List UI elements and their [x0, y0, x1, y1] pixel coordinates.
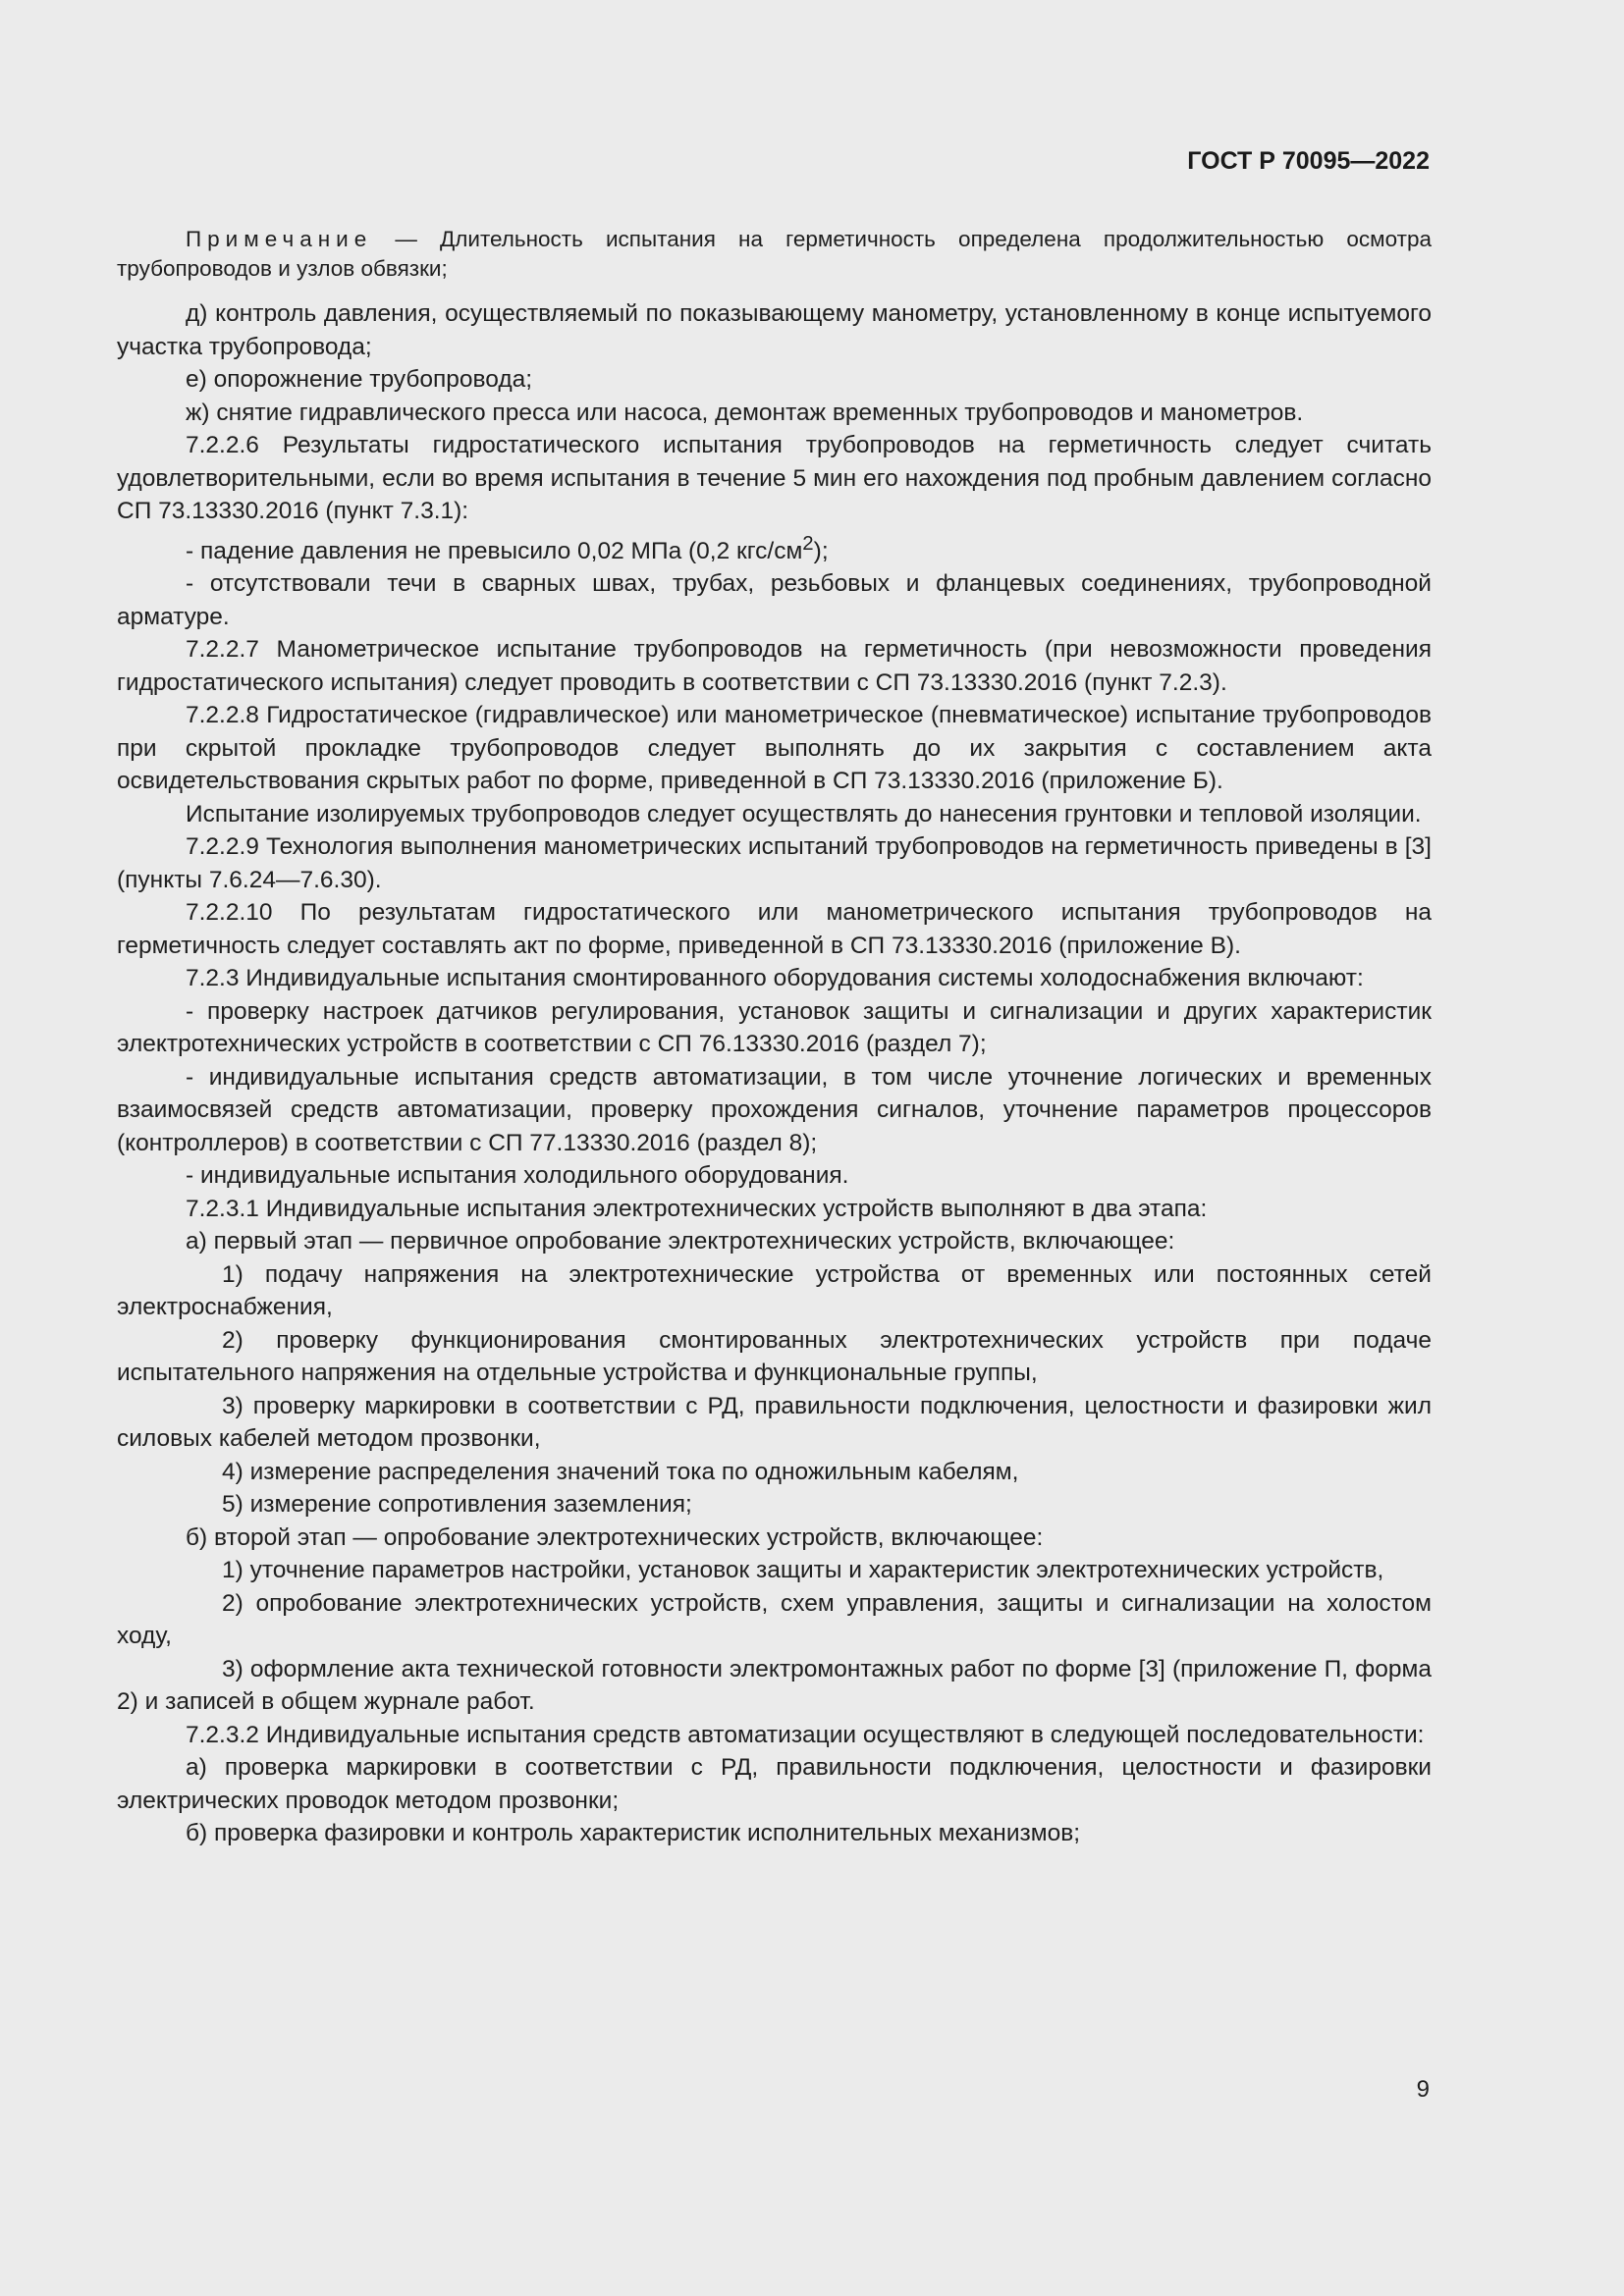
- bullet-automation-tests: - индивидуальные испытания средств автоматизации, в том числе уточнение логических и временных взаимосвязей средств автоматизации, проверку прохождения сигналов, уточнение параметров процессоров (контроллеров) в соответствии с СП 77.13330.2016 (раздел 8);: [117, 1063, 1432, 1156]
- stage-a-item-3: 3) проверку маркировки в соответствии с РД, правильности подключения, целостности и фазировки жил силовых кабелей методом прозвонки,: [117, 1392, 1432, 1453]
- stage-a-item-4: 4) измерение распределения значений тока по одножильным кабелям,: [222, 1458, 1019, 1485]
- clause-7-2-2-10: 7.2.2.10 По результатам гидростатического или манометрического испытания трубопроводов на герметичность следует составлять акт по форме, приведенной в СП 73.13330.2016 (приложение В).: [117, 899, 1432, 959]
- stage-b: б) второй этап — опробование электротехнических устройств, включающее:: [186, 1523, 1044, 1551]
- clause-7-2-2-7: 7.2.2.7 Манометрическое испытание трубопроводов на герметичность (при невозможности проведения гидростатического испытания) следует проводить в соответствии с СП 73.13330.2016 (пункт 7.2.3).: [117, 636, 1432, 696]
- page-number: 9: [1416, 2076, 1430, 2103]
- automation-item-b: б) проверка фазировки и контроль характеристик исполнительных механизмов;: [186, 1820, 1081, 1847]
- pressure-superscript: 2: [802, 532, 814, 555]
- bullet-refrigeration-tests: - индивидуальные испытания холодильного оборудования.: [186, 1162, 849, 1190]
- note-text: — Длительность испытания на герметичность определена продолжительностью осмотра трубопроводов и узлов обвязки;: [117, 227, 1432, 281]
- clause-7-2-3: 7.2.3 Индивидуальные испытания смонтированного оборудования системы холодоснабжения включают:: [186, 965, 1364, 992]
- stage-a-item-5: 5) измерение сопротивления заземления;: [222, 1491, 692, 1519]
- bullet-pressure-drop: [117, 528, 1432, 568]
- document-body: [117, 225, 1432, 1850]
- bullet-sensor-settings: - проверку настроек датчиков регулирования, установок защиты и сигнализации и других характеристик электротехнических устройств в соответствии с СП 76.13330.2016 (раздел 7);: [117, 997, 1432, 1058]
- clause-7-2-3-2: 7.2.3.2 Индивидуальные испытания средств автоматизации осуществляют в следующей последовательности:: [186, 1721, 1425, 1748]
- automation-item-a: а) проверка маркировки в соответствии с РД, правильности подключения, целостности и фазировки электрических проводок методом прозвонки;: [117, 1754, 1432, 1814]
- clause-7-2-2-9: 7.2.2.9 Технология выполнения манометрических испытаний трубопроводов на герметичность приведены в [3] (пункты 7.6.24—7.6.30).: [117, 833, 1432, 893]
- stage-b-item-3: 3) оформление акта технической готовности электромонтажных работ по форме [3] (приложение П, форма 2) и записей в общем журнале работ.: [117, 1655, 1432, 1716]
- pressure-text: - падение давления не превысило 0,02 МПа (0,2 кгс/см: [186, 537, 803, 564]
- note-paragraph: [117, 225, 1432, 284]
- stage-a-item-1: 1) подачу напряжения на электротехнические устройства от временных или постоянных сетей электроснабжения,: [117, 1260, 1432, 1321]
- paragraph-insulated-pipes: Испытание изолируемых трубопроводов следует осуществлять до нанесения грунтовки и тепловой изоляции.: [186, 800, 1422, 828]
- bullet-no-leaks: - отсутствовали течи в сварных швах, трубах, резьбовых и фланцевых соединениях, трубопроводной арматуре.: [117, 570, 1432, 630]
- list-item-zh: ж) снятие гидравлического пресса или насоса, демонтаж временных трубопроводов и манометров.: [186, 399, 1304, 426]
- stage-b-item-2: 2) опробование электротехнических устройств, схем управления, защиты и сигнализации на холостом ходу,: [117, 1589, 1432, 1650]
- document-header: ГОСТ Р 70095—2022: [1187, 147, 1430, 175]
- clause-7-2-2-6: 7.2.2.6 Результаты гидростатического испытания трубопроводов на герметичность следует считать удовлетворительными, если во время испытания в течение 5 мин его нахождения под пробным давлением согласно СП 73.13330.2016 (пункт 7.3.1):: [117, 432, 1432, 524]
- list-item-e: е) опорожнение трубопровода;: [186, 366, 533, 393]
- stage-b-item-1: 1) уточнение параметров настройки, установок защиты и характеристик электротехнических устройств,: [222, 1557, 1384, 1584]
- clause-7-2-2-8: 7.2.2.8 Гидростатическое (гидравлическое) или манометрическое (пневматическое) испытание трубопроводов при скрытой прокладке трубопроводов следует выполнять до их закрытия с составлением акта освидетельствования скрытых работ по форме, приведенной в СП 73.13330.2016 (приложение Б).: [117, 702, 1432, 795]
- note-label: Примечание: [186, 227, 373, 251]
- stage-a: а) первый этап — первичное опробование электротехнических устройств, включающее:: [186, 1228, 1175, 1255]
- pressure-tail: );: [813, 537, 829, 564]
- clause-7-2-3-1: 7.2.3.1 Индивидуальные испытания электротехнических устройств выполняют в два этапа:: [186, 1195, 1208, 1222]
- stage-a-item-2: 2) проверку функционирования смонтированных электротехнических устройств при подаче испытательного напряжения на отдельные устройства и функциональные группы,: [117, 1326, 1432, 1387]
- list-item-d: д) контроль давления, осуществляемый по показывающему манометру, установленному в конце испытуемого участка трубопровода;: [117, 300, 1432, 360]
